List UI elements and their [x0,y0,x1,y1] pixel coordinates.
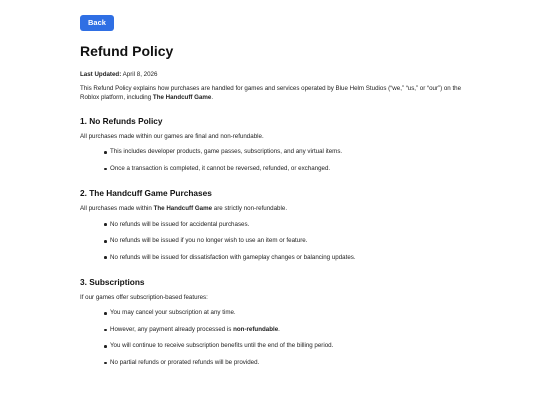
list-item-text: Once a transaction is completed, it cannot be reversed, refunded, or exchanged. [110,164,331,172]
back-button[interactable]: Back [80,15,114,31]
bullet-list [80,148,480,173]
bullet-icon [104,256,107,259]
bullet-icon [104,240,107,243]
bullet-icon [104,362,107,365]
list-item [80,359,480,367]
bullet-icon [104,151,107,154]
last-updated-label: Last Updated: [80,71,122,78]
list-item [80,148,480,156]
section-lead: All purchases made within our games are final and non-refundable. [80,132,264,140]
list-item [80,165,480,173]
bullet-icon [104,223,107,226]
list-item-text: You may cancel your subscription at any time. [110,309,236,317]
last-updated [80,71,480,79]
lead-game-name: The Handcuff Game [153,204,213,212]
section-heading-handcuff-game: 2. The Handcuff Game Purchases [80,187,212,198]
list-item-text: However, any payment already processed is [110,325,234,333]
list-item [80,342,480,350]
bullet-icon [104,168,107,171]
bullet-icon [104,312,107,315]
last-updated-date: April 8, 2026 [122,71,158,78]
list-item [80,237,480,245]
bullet-list [80,221,480,262]
list-item [80,221,480,229]
list-item-text: No refunds will be issued for dissatisfaction with gameplay changes or balancing updates. [110,253,356,261]
list-item-text-end: . [278,325,280,333]
section-heading-no-refunds: 1. No Refunds Policy [80,115,163,126]
list-item [80,326,480,334]
list-item-text: No refunds will be issued if you no longer wish to use an item or feature. [110,237,308,245]
list-item-bold: non-refundable [233,325,279,333]
list-item-text: You will continue to receive subscription benefits until the end of the billing period. [110,342,334,350]
list-item [80,309,480,317]
section-heading-subscriptions: 3. Subscriptions [80,276,145,287]
list-item [80,254,480,262]
bullet-icon [104,329,107,332]
intro-text: This Refund Policy explains how purchases are handled for games and services operated by Blue Helm Studios (“we,” “us,” or “our”) on the Roblox platform, including [80,85,462,101]
list-item-text: This includes developer products, game passes, subscriptions, and any virtual items. [110,148,343,156]
bullet-icon [104,345,107,348]
policy-page [80,12,480,367]
section-lead [80,205,480,214]
bullet-list [80,309,480,367]
section-lead: If our games offer subscription-based features: [80,293,208,301]
lead-text: All purchases made within [80,204,154,212]
intro-paragraph [80,85,480,103]
intro-game-name: The Handcuff Game [152,93,212,101]
list-item-text: No refunds will be issued for accidental purchases. [110,220,250,228]
list-item-text: No partial refunds or prorated refunds will be provided. [110,358,260,366]
intro-end: . [211,93,214,101]
page-title: Refund Policy [80,43,174,59]
lead-text-end: are strictly non-refundable. [212,204,288,212]
